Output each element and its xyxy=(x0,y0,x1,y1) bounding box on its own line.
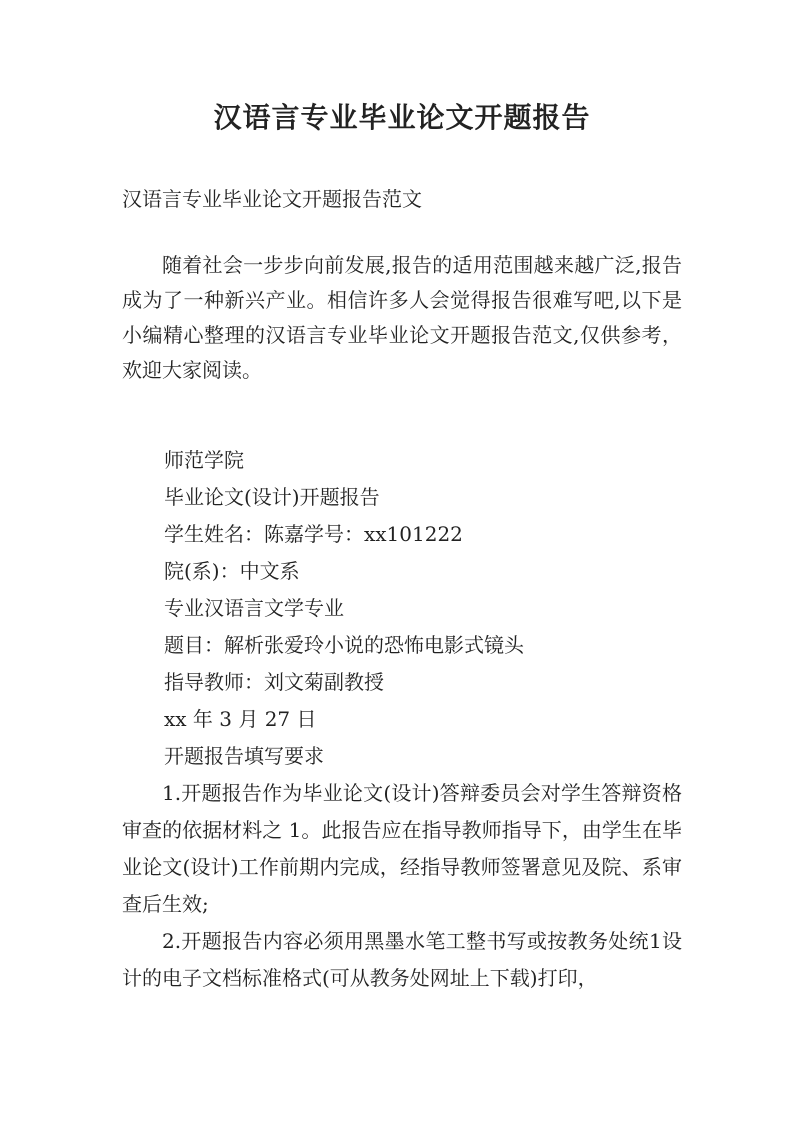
info-school: 师范学院 xyxy=(164,448,244,472)
info-topic: 题目：解析张爱玲小说的恐怖电影式镜头 xyxy=(164,633,524,657)
info-report-type: 毕业论文(设计)开题报告 xyxy=(164,485,380,509)
info-department: 院(系)：中文系 xyxy=(164,559,300,583)
requirements-heading: 开题报告填写要求 xyxy=(164,744,324,768)
report-info-block xyxy=(122,442,682,775)
requirement-item-1: 1.开题报告作为毕业论文(设计)答辩委员会对学生答辩资格审查的依据材料之 1。此报告应在指导教师指导下，由学生在毕业论文(设计)工作前期内完成，经指导教师签署意见及院、系审查后生效; xyxy=(122,781,682,916)
requirement-item-2: 2.开题报告内容必须用黑墨水笔工整书写或按教务处统1设计的电子文档标准格式(可从教务处网址上下载)打印， xyxy=(122,929,682,990)
document-subtitle: 汉语言专业毕业论文开题报告范文 xyxy=(122,187,422,211)
info-major: 专业汉语言文学专业 xyxy=(164,596,344,620)
intro-paragraph: 随着社会一步步向前发展,报告的适用范围越来越广泛,报告成为了一种新兴产业。相信许多人会觉得报告很难写吧,以下是小编精心整理的汉语言专业毕业论文开题报告范文,仅供参考，欢迎大家阅读。 xyxy=(122,253,682,382)
info-date: xx 年 3 月 27 日 xyxy=(164,707,317,731)
document-title: 汉语言专业毕业论文开题报告 xyxy=(213,101,591,134)
info-advisor: 指导教师：刘文菊副教授 xyxy=(164,670,384,694)
info-student: 学生姓名：陈嘉学号：xx101222 xyxy=(164,522,463,546)
